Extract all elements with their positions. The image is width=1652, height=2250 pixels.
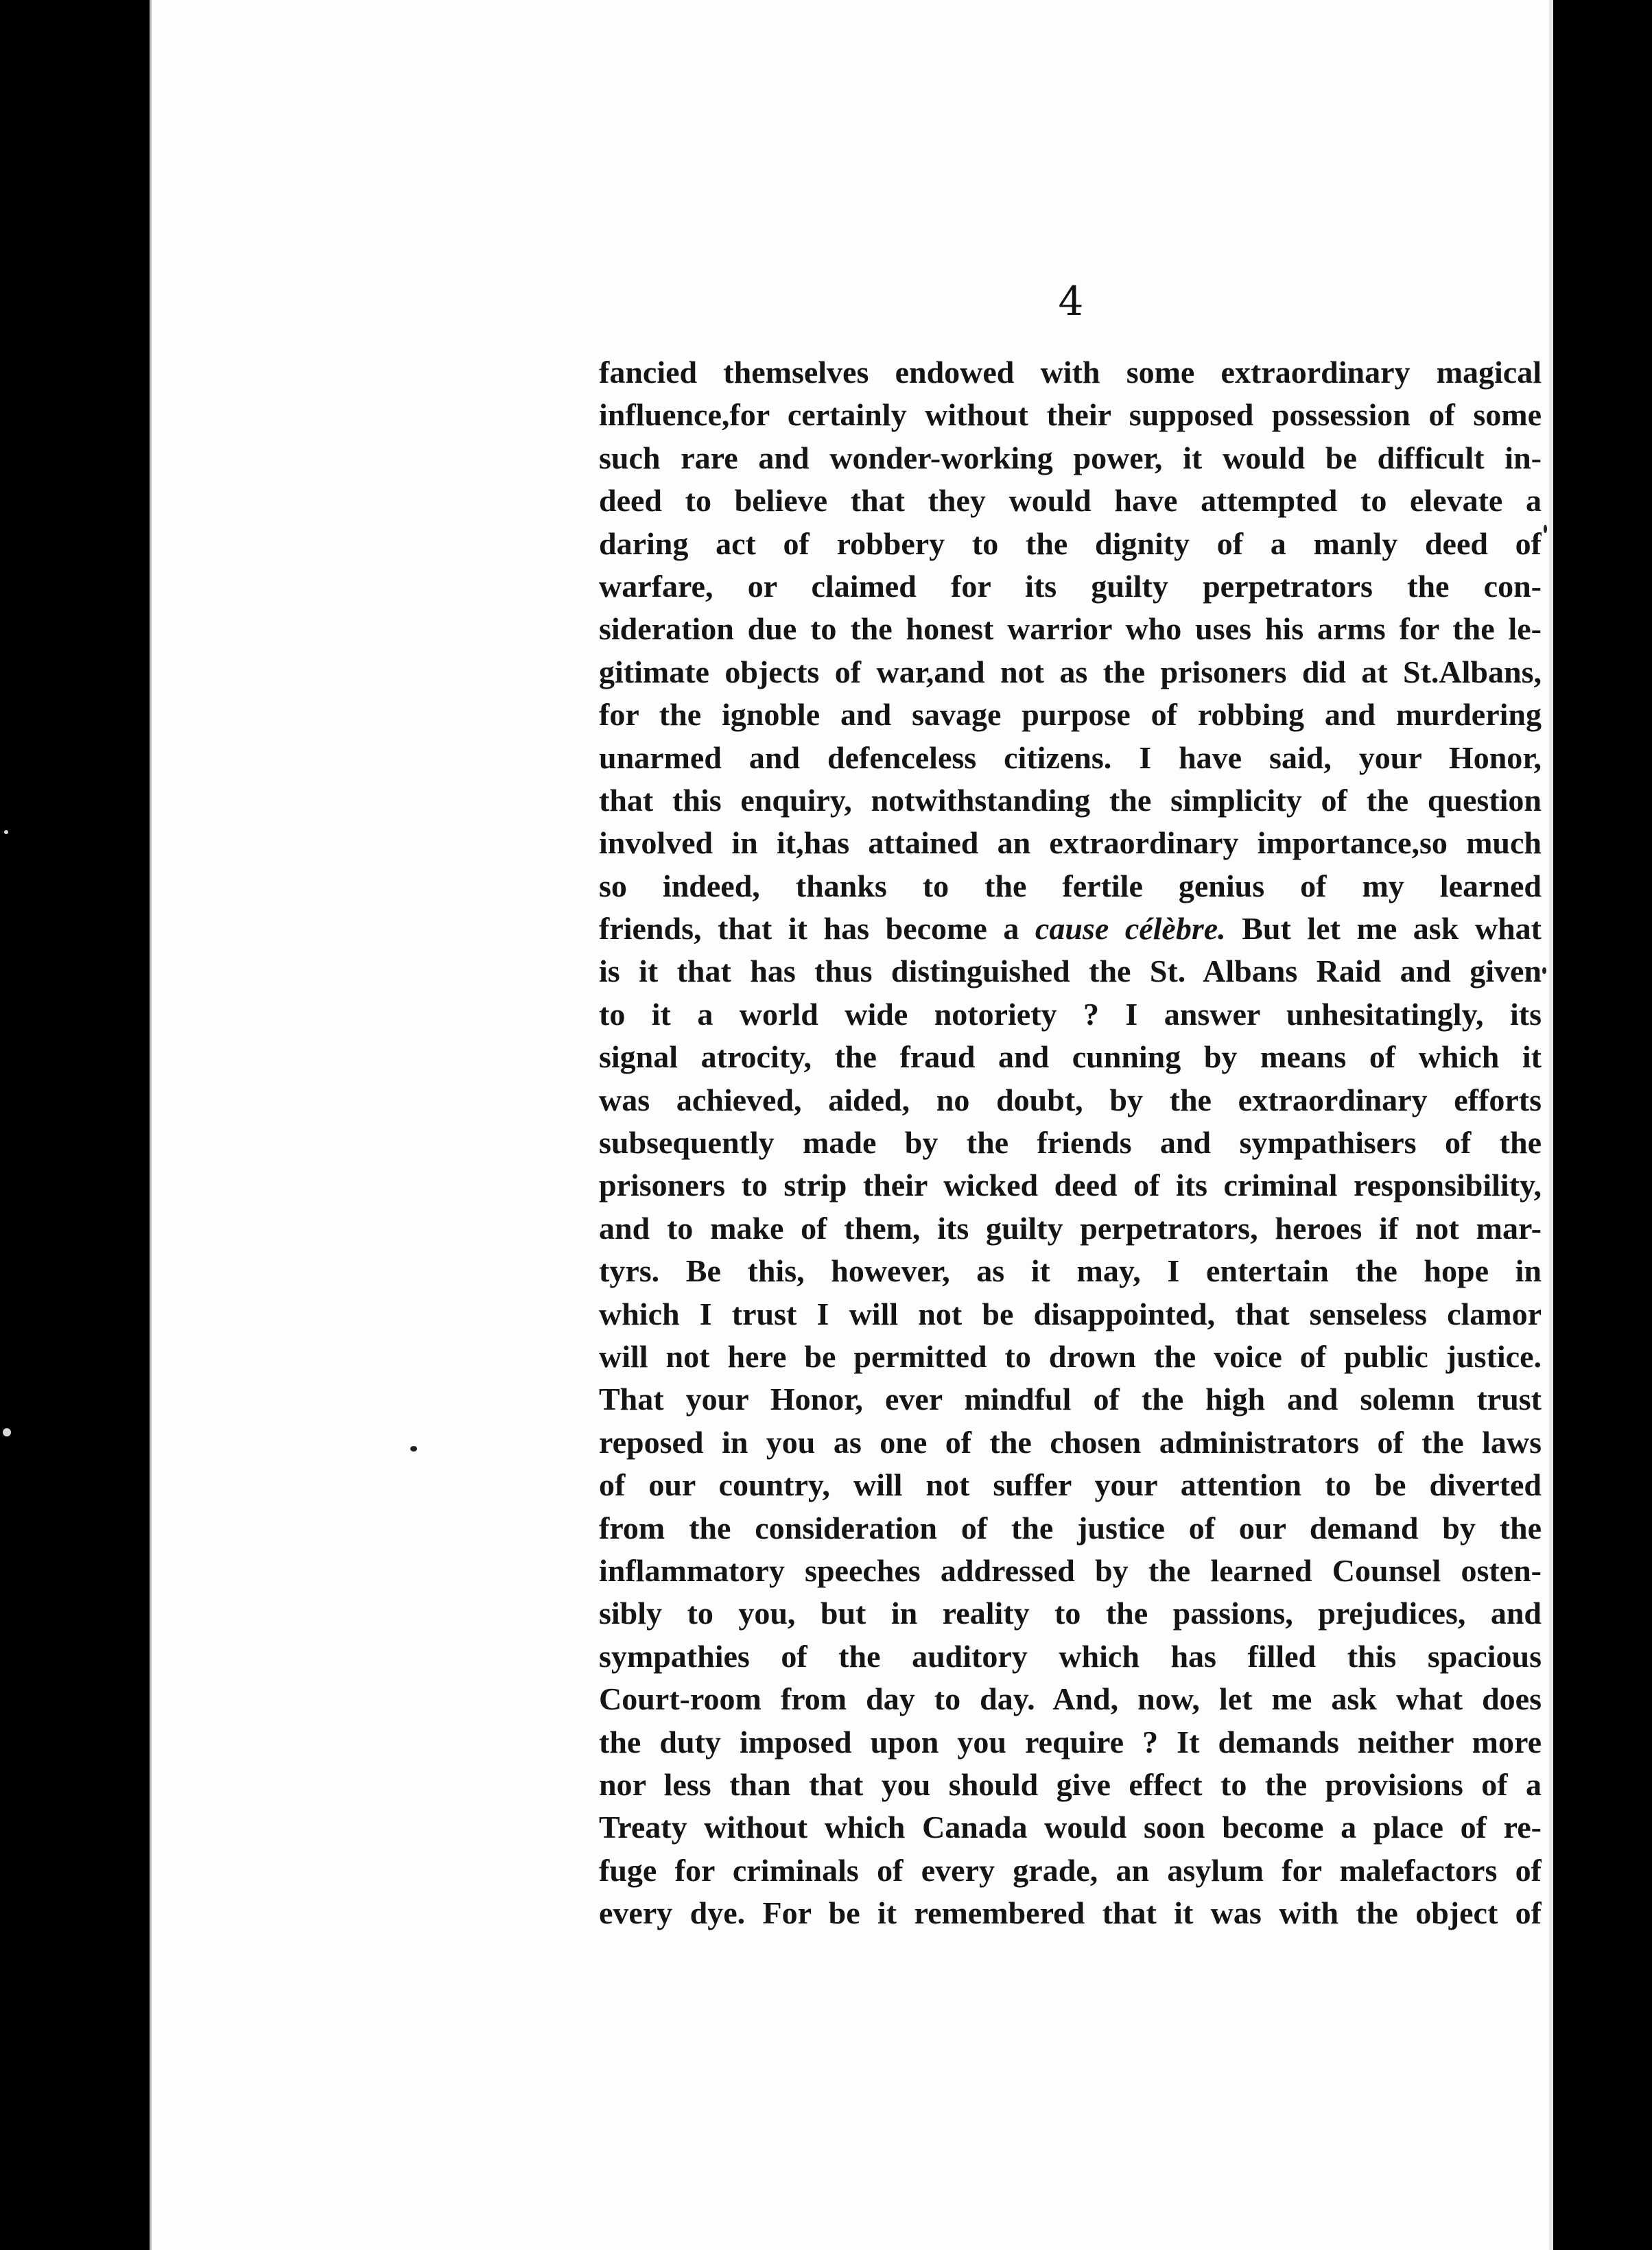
text-line-segment: involved in it,has attained an extraordinary importance,so much [599, 825, 1542, 861]
text-line [599, 1421, 1542, 1464]
text-line [599, 1293, 1542, 1336]
text-line-segment: signal atrocity, the fraud and cunning by means of which it [599, 1039, 1542, 1075]
text-line-segment: influence,for certainly without their supposed possession of some [599, 397, 1542, 433]
text-line [599, 993, 1542, 1036]
text-line [599, 1250, 1542, 1292]
text-line-segment: daring act of robbery to the dignity of a manly deed of [599, 525, 1542, 561]
scan-speck [1544, 525, 1547, 533]
italic-phrase: cause célèbre. [1035, 911, 1226, 947]
text-line [599, 1036, 1542, 1078]
page-edge [1549, 0, 1553, 2250]
text-line-segment: which I trust I will not be disappointed, that senseless clamor [599, 1296, 1542, 1331]
text-line [599, 1464, 1542, 1506]
page-number: 4 [1058, 278, 1084, 324]
text-line [599, 694, 1542, 736]
text-line-segment: inflammatory speeches addressed by the learned Counsel osten- [599, 1552, 1542, 1588]
text-line [599, 565, 1542, 608]
text-line [599, 351, 1542, 394]
text-line [599, 1806, 1542, 1849]
text-line-segment: fuge for criminals of every grade, an asylum for malefactors of [599, 1852, 1542, 1888]
text-line [599, 737, 1542, 779]
text-line [599, 1678, 1542, 1720]
text-line-segment: deed to believe that they would have attempted to elevate a [599, 483, 1542, 519]
text-line [599, 1635, 1542, 1678]
text-line [599, 908, 1542, 950]
text-line-segment: of our country, will not suffer your attention to be diverted [599, 1467, 1542, 1503]
text-line [599, 1550, 1542, 1592]
text-line [599, 779, 1542, 822]
text-line-segment: to it a world wide notoriety ? I answer unhesitatingly, its [599, 996, 1542, 1032]
text-line [599, 1849, 1542, 1892]
text-line [599, 1336, 1542, 1378]
text-line-segment: from the consideration of the justice of our demand by the [599, 1510, 1542, 1546]
body-text [599, 351, 1542, 1934]
text-line-segment: was achieved, aided, no doubt, by the extraordinary efforts [599, 1082, 1542, 1117]
text-line-segment: That your Honor, ever mindful of the high and solemn trust [599, 1382, 1542, 1417]
text-line [599, 394, 1542, 436]
text-line [599, 479, 1542, 522]
text-line-segment: Court-room from day to day. And, now, let me ask what does [599, 1681, 1542, 1717]
text-line-segment: gitimate objects of war,and not as the prisoners did at St.Albans, [599, 654, 1542, 689]
text-line-segment: unarmed and defenceless citizens. I have said, your Honor, [599, 739, 1542, 775]
text-line-segment: that this enquiry, notwithstanding the simplicity of the question [599, 782, 1542, 818]
text-line [599, 1507, 1542, 1550]
text-line-segment: reposed in you as one of the chosen administrators of the laws [599, 1424, 1542, 1460]
text-line [599, 1164, 1542, 1207]
text-line [599, 1079, 1542, 1122]
text-line-segment: is it that has thus distinguished the St. Albans Raid and given [599, 954, 1542, 989]
text-line [599, 1721, 1542, 1764]
scan-speck [3, 1428, 11, 1436]
text-line-segment: sympathies of the auditory which has filled this spacious [599, 1638, 1542, 1674]
text-line [599, 865, 1542, 908]
paper-page [150, 0, 1551, 2250]
text-line [599, 1122, 1542, 1164]
text-line [599, 437, 1542, 479]
text-line-segment: so indeed, thanks to the fertile genius of my learned [599, 868, 1542, 903]
text-line-segment: fancied themselves endowed with some extraordinary magical [599, 355, 1542, 390]
text-line-segment: every dye. For be it remembered that it was with the object of [599, 1895, 1542, 1931]
scan-speck [1542, 967, 1546, 974]
scan-speck [4, 830, 8, 834]
text-line-segment: sideration due to the honest warrior who uses his arms for the le- [599, 611, 1542, 647]
text-line [599, 950, 1542, 993]
text-line [599, 1378, 1542, 1421]
scan-speck [410, 1446, 417, 1452]
text-line-segment: warfare, or claimed for its guilty perpetrators the con- [599, 568, 1542, 604]
text-line-segment: friends, that it has become a [599, 911, 1035, 947]
text-line [599, 1207, 1542, 1250]
text-line-segment: for the ignoble and savage purpose of robbing and murdering [599, 697, 1542, 733]
text-line [599, 1592, 1542, 1635]
text-line [599, 608, 1542, 650]
text-line-segment: will not here be permitted to drown the voice of public justice. [599, 1338, 1542, 1374]
text-line-segment: sibly to you, but in reality to the passions, prejudices, and [599, 1596, 1542, 1631]
text-line-segment: the duty imposed upon you require ? It demands neither more [599, 1724, 1542, 1760]
text-line-segment: nor less than that you should give effect to the provisions of a [599, 1766, 1542, 1802]
text-line [599, 822, 1542, 864]
text-line-segment: tyrs. Be this, however, as it may, I entertain the hope in [599, 1253, 1542, 1289]
text-line-segment: such rare and wonder-working power, it would be difficult in- [599, 440, 1542, 475]
text-line-segment: prisoners to strip their wicked deed of its criminal responsibility, [599, 1168, 1542, 1203]
text-line-segment: But let me ask what [1225, 911, 1542, 947]
text-line-segment: subsequently made by the friends and sympathisers of the [599, 1125, 1542, 1161]
text-line-segment: and to make of them, its guilty perpetrators, heroes if not mar- [599, 1210, 1542, 1246]
text-line [599, 523, 1542, 565]
text-line-segment: Treaty without which Canada would soon become a place of re- [599, 1810, 1542, 1845]
text-line [599, 1764, 1542, 1806]
text-line [599, 651, 1542, 694]
text-line [599, 1892, 1542, 1934]
